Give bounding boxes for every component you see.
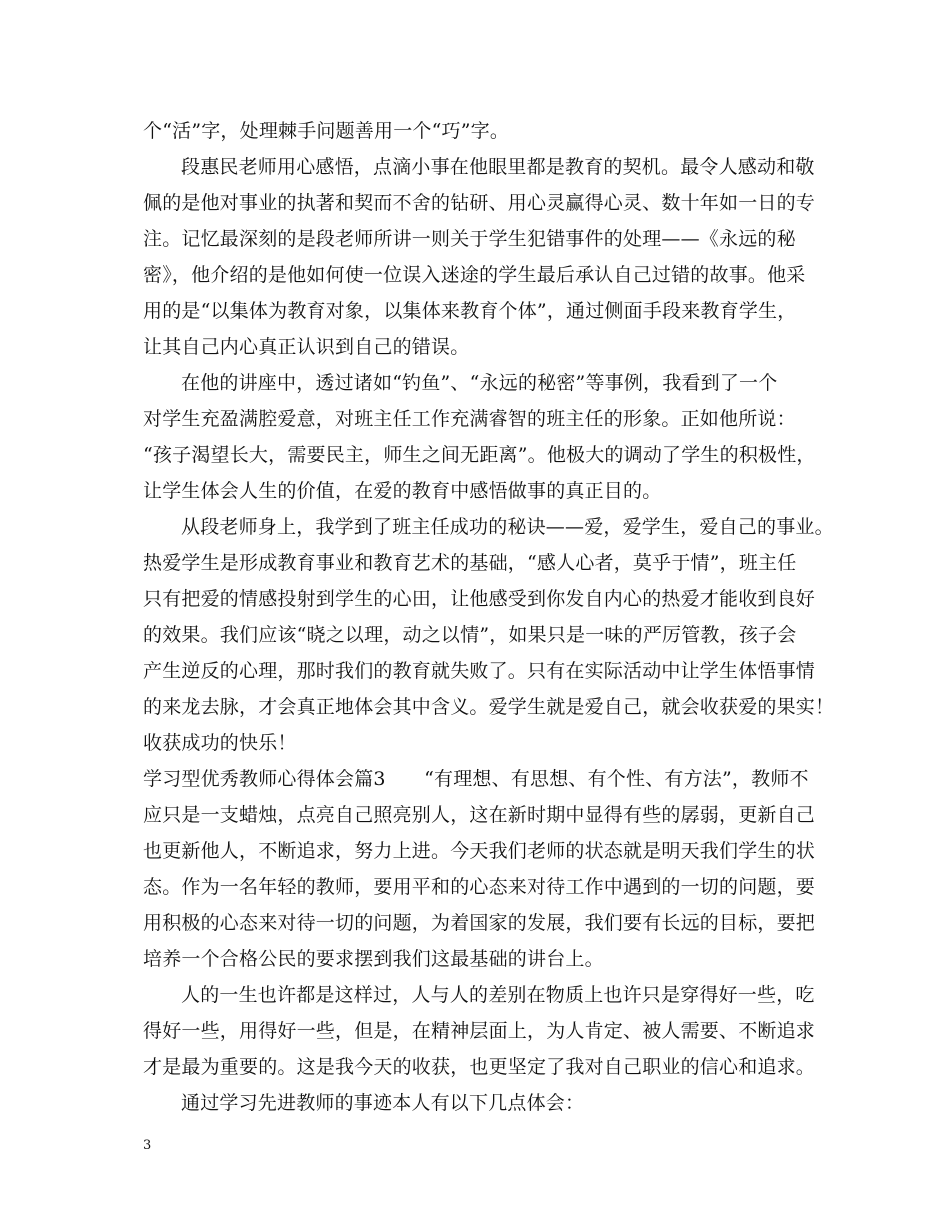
- text-line: 只有把爱的情感投射到学生的心田，让他感受到你发自内心的热爱才能收到良好: [143, 588, 816, 610]
- text-line: 热爱学生是形成教育事业和教育艺术的基础，“感人心者，莫乎于情”，班主任: [143, 552, 797, 574]
- text-line: 人的一生也许都是这样过，人与人的差别在物质上也许只是穿得好一些，吃: [181, 984, 815, 1006]
- text-line: 让其自己内心真正认识到自己的错误。: [143, 336, 470, 358]
- text-line: 产生逆反的心理，那时我们的教育就失败了。只有在实际活动中让学生体悟事情: [143, 660, 816, 682]
- text-line: 的效果。我们应该“晓之以理，动之以情”，如果只是一味的严厉管教，孩子会: [143, 624, 797, 646]
- text-line: 个“活”字，处理棘手问题善用一个“巧”字。: [143, 120, 510, 142]
- text-line: 用积极的心态来对待一切的问题，为着国家的发展，我们要有长远的目标，要把: [143, 912, 816, 934]
- text-line: “孩子渴望长大，需要民主，师生之间无距离”。他极大的调动了学生的积极性，: [143, 444, 816, 466]
- text-line: 学习型优秀教师心得体会篇3 “有理想、有思想、有个性、有方法”，教师不: [143, 768, 809, 790]
- text-line: 从段老师身上，我学到了班主任成功的秘诀——爱，爱学生，爱自己的事业。: [181, 516, 834, 538]
- text-line: 对学生充盈满腔爱意，对班主任工作充满睿智的班主任的形象。正如他所说：: [143, 408, 796, 430]
- text-line: 培养一个合格公民的要求摆到我们这最基础的讲台上。: [143, 948, 604, 970]
- text-line: 应只是一支蜡烛，点亮自己照亮别人，这在新时期中显得有些的孱弱，更新自己: [143, 804, 816, 826]
- text-line: 态。作为一名年轻的教师，要用平和的心态来对待工作中遇到的一切的问题，要: [143, 876, 816, 898]
- text-line: 佩的是他对事业的执著和契而不舍的钻研、用心灵赢得心灵、数十年如一日的专: [143, 192, 816, 214]
- page-number: 3: [143, 1138, 152, 1153]
- text-line: 收获成功的快乐！: [143, 732, 297, 754]
- text-line: 用的是“以集体为教育对象，以集体来教育个体”，通过侧面手段来教育学生，: [143, 300, 797, 322]
- text-line: 段惠民老师用心感悟，点滴小事在他眼里都是教育的契机。最令人感动和敬: [181, 156, 815, 178]
- text-line: 通过学习先进教师的事迹本人有以下几点体会：: [181, 1092, 585, 1114]
- text-line: 密》，他介绍的是他如何使一位误入迷途的学生最后承认自己过错的故事。他采: [143, 264, 806, 286]
- text-line: 注。记忆最深刻的是段老师所讲一则关于学生犯错事件的处理——《永远的秘: [143, 228, 796, 250]
- text-line: 才是最为重要的。这是我今天的收获，也更坚定了我对自己职业的信心和追求。: [143, 1056, 816, 1078]
- text-line: 也更新他人，不断追求，努力上进。今天我们老师的状态就是明天我们学生的状: [143, 840, 816, 862]
- text-line: 让学生体会人生的价值，在爱的教育中感悟做事的真正目的。: [143, 480, 662, 502]
- text-line: 在他的讲座中，透过诸如“钓鱼”、“永远的秘密”等事例，我看到了一个: [181, 372, 778, 394]
- text-line: 的来龙去脉，才会真正地体会其中含义。爱学生就是爱自己，就会收获爱的果实！: [143, 696, 835, 718]
- text-line: 得好一些，用得好一些，但是，在精神层面上，为人肯定、被人需要、不断追求: [143, 1020, 816, 1042]
